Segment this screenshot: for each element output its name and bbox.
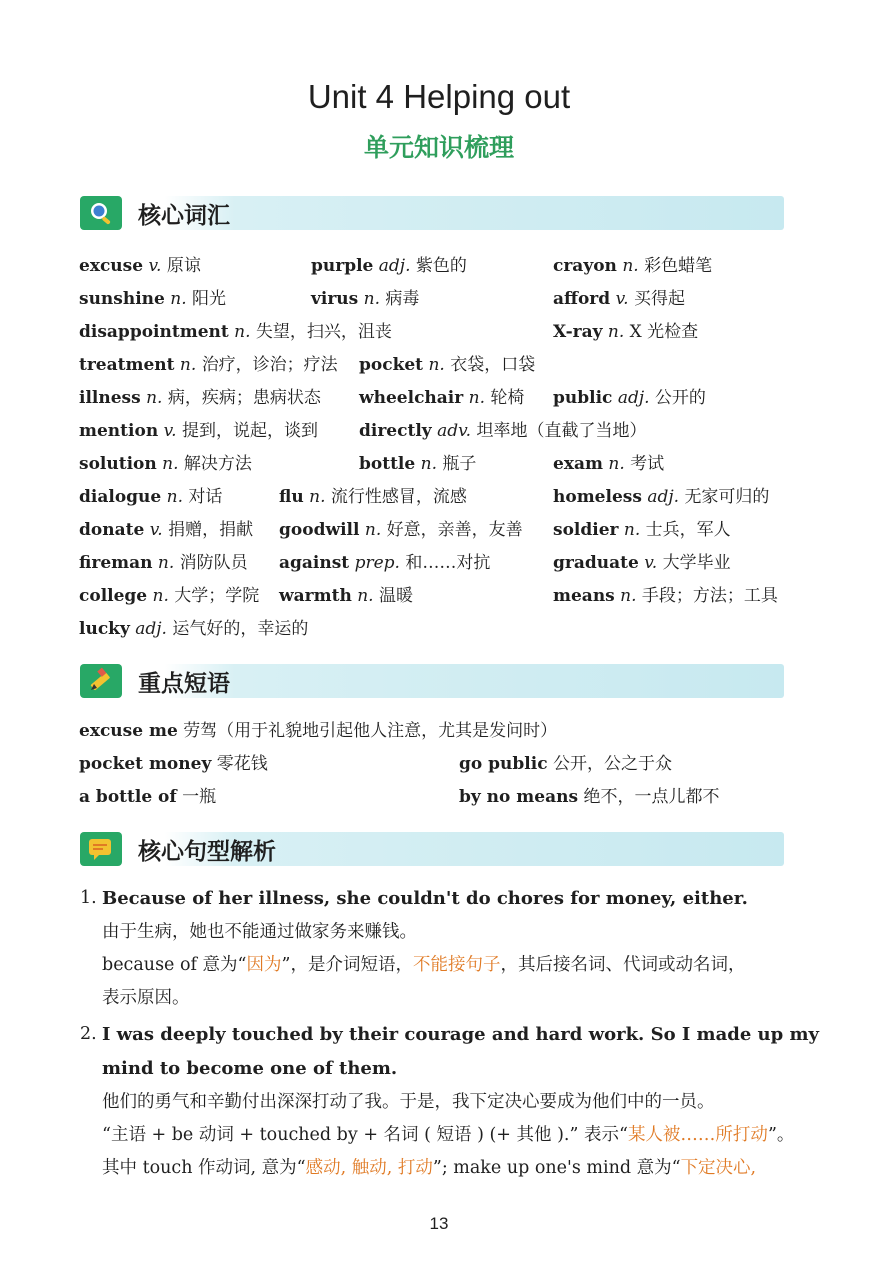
vocab-pos: v. <box>644 553 658 573</box>
vocab-pos: n. <box>309 487 326 507</box>
vocab-word: bottle <box>359 454 416 474</box>
vocab-pos: n. <box>623 520 641 540</box>
vocab-meaning: 原谅 <box>166 256 201 276</box>
vocab-entry <box>553 383 706 408</box>
vocab-row <box>79 548 789 581</box>
sentence-2-en-cont <box>80 1052 786 1086</box>
vocab-entry <box>359 416 647 441</box>
vocab-word: purple <box>311 256 374 276</box>
vocab-meaning: 失望，扫兴，沮丧 <box>255 322 392 342</box>
explain-text: 其中 touch 作动词, 意为“ <box>102 1158 306 1178</box>
vocab-entry <box>553 251 712 276</box>
sentence-number: 1. <box>80 888 97 908</box>
phrase-entry <box>459 782 719 807</box>
vocab-entry <box>79 284 226 309</box>
vocab-entry <box>279 515 523 540</box>
vocab-entry <box>79 416 318 441</box>
vocab-meaning: 流行性感冒，流感 <box>330 487 467 507</box>
vocab-word: flu <box>279 487 304 507</box>
vocab-word: sunshine <box>79 289 165 309</box>
sentences-section-header <box>80 832 784 866</box>
vocab-word: soldier <box>553 520 619 540</box>
vocab-section-header <box>80 196 784 230</box>
vocab-word: wheelchair <box>359 388 464 408</box>
highlight-text: 下定决心, <box>680 1158 757 1178</box>
vocab-word: lucky <box>79 619 130 639</box>
vocab-word: homeless <box>553 487 642 507</box>
vocab-word: public <box>553 388 613 408</box>
vocab-entry <box>553 581 778 606</box>
vocab-meaning: 大学；学院 <box>174 586 260 606</box>
vocab-pos: n. <box>146 388 163 408</box>
vocab-word: means <box>553 586 615 606</box>
vocab-word: disappointment <box>79 322 229 342</box>
vocab-entry <box>359 350 535 375</box>
vocab-entry <box>279 482 467 507</box>
phrase-text: excuse me <box>79 721 178 741</box>
vocab-entry <box>553 482 769 507</box>
vocab-pos: v. <box>615 289 629 309</box>
vocab-word: dialogue <box>79 487 162 507</box>
vocab-meaning: 买得起 <box>633 289 685 309</box>
vocab-word: fireman <box>79 553 153 573</box>
vocab-pos: n. <box>420 454 437 474</box>
vocab-section-title: 核心词汇 <box>138 203 230 229</box>
explain-text: ，其后接名词、代词或动名词， <box>500 955 746 975</box>
highlight-text: 不能接句子 <box>412 955 501 975</box>
vocab-meaning: 坦率地（直截了当地） <box>476 421 647 441</box>
vocab-meaning: 考试 <box>630 454 665 474</box>
vocab-meaning: 病，疾病；患病状态 <box>167 388 321 408</box>
explain-text: ”，是介词短语， <box>281 955 413 975</box>
vocab-pos: n. <box>170 289 187 309</box>
vocab-pos: v. <box>148 256 162 276</box>
vocab-row <box>79 416 789 449</box>
phrase-text: a bottle of <box>79 787 177 807</box>
vocab-pos: n. <box>620 586 637 606</box>
sentence-1-en <box>80 882 786 916</box>
phrase-text: go public <box>459 754 548 774</box>
sentence-2-explanation <box>80 1152 786 1185</box>
sentence-2-en <box>80 1018 819 1052</box>
vocab-entry <box>79 350 338 375</box>
vocab-meaning: 病毒 <box>385 289 420 309</box>
vocab-meaning: 对话 <box>188 487 223 507</box>
sentence-1-translation: 由于生病，她也不能通过做家务来赚钱。 <box>102 922 417 942</box>
vocab-word: virus <box>311 289 359 309</box>
vocab-pos: n. <box>357 586 374 606</box>
sentences-section-title: 核心句型解析 <box>138 839 276 865</box>
vocab-entry <box>79 482 222 507</box>
vocab-entry <box>79 317 392 342</box>
explain-text: “主语 + be 动词 + touched by + 名词 ( 短语 ) (+ 其他 ).” 表示“ <box>102 1125 628 1145</box>
vocab-pos: n. <box>179 355 197 375</box>
vocab-row <box>79 449 789 482</box>
vocab-meaning: 公开的 <box>654 388 706 408</box>
sentence-english: I was deeply touched by their courage and hard work. So I made up my <box>102 1024 819 1045</box>
phrase-entry <box>79 749 268 774</box>
vocab-entry <box>79 383 321 408</box>
vocab-pos: n. <box>157 553 175 573</box>
vocab-entry <box>79 515 253 540</box>
vocab-meaning: 消防队员 <box>179 553 248 573</box>
sentence-1-explanation-cont: 表示原因。 <box>102 988 190 1008</box>
vocab-entry <box>311 251 467 276</box>
vocab-pos: prep. <box>354 553 400 573</box>
phrase-meaning: 劳驾（用于礼貌地引起他人注意，尤其是发问时） <box>183 721 558 741</box>
vocab-row <box>79 581 789 614</box>
vocab-meaning: 无家可归的 <box>684 487 770 507</box>
vocab-pos: adj. <box>617 388 650 408</box>
phrase-text: by no means <box>459 787 579 807</box>
vocab-entry <box>279 548 490 573</box>
vocab-entry <box>359 449 476 474</box>
vocab-word: exam <box>553 454 603 474</box>
vocab-meaning: 瓶子 <box>442 454 477 474</box>
vocab-row <box>79 317 789 350</box>
vocab-meaning: 手段；方法；工具 <box>641 586 778 606</box>
vocab-entry <box>279 581 413 606</box>
vocab-word: afford <box>553 289 611 309</box>
vocab-pos: n. <box>468 388 485 408</box>
vocab-word: pocket <box>359 355 424 375</box>
phrase-entry <box>459 749 672 774</box>
vocab-word: against <box>279 553 350 573</box>
vocab-pos: n. <box>234 322 251 342</box>
vocab-meaning: 捐赠，捐献 <box>168 520 254 540</box>
phrase-meaning: 绝不，一点儿都不 <box>583 787 720 807</box>
vocab-pos: n. <box>166 487 183 507</box>
highlight-text: 感动, 触动, 打动 <box>305 1158 433 1178</box>
phrase-meaning: 零花钱 <box>216 754 268 774</box>
vocab-meaning: 提到，说起，谈到 <box>182 421 318 441</box>
vocab-row <box>79 614 789 647</box>
vocab-pos: adj. <box>378 256 411 276</box>
vocab-pos: adj. <box>135 619 167 639</box>
vocab-meaning: X 光检查 <box>629 322 699 342</box>
vocab-word: directly <box>359 421 432 441</box>
phrase-list <box>79 716 789 815</box>
sentence-number: 2. <box>80 1024 97 1044</box>
vocab-meaning: 大学毕业 <box>662 553 731 573</box>
vocab-word: warmth <box>279 586 352 606</box>
pencil-icon <box>80 664 122 698</box>
vocab-meaning: 轮椅 <box>490 388 525 408</box>
sentence-english: Because of her illness, she couldn't do chores for money, either. <box>102 888 748 909</box>
vocab-entry <box>79 581 259 606</box>
vocab-word: solution <box>79 454 157 474</box>
vocab-word: treatment <box>79 355 175 375</box>
vocab-word: mention <box>79 421 159 441</box>
vocab-word: excuse <box>79 256 144 276</box>
vocab-row <box>79 383 789 416</box>
phrases-section-header <box>80 664 784 698</box>
phrase-meaning: 一瓶 <box>182 787 217 807</box>
magnifier-icon <box>80 196 122 230</box>
highlight-text: 因为 <box>246 955 282 975</box>
vocab-meaning: 治疗，诊治；疗法 <box>201 355 338 375</box>
page-title: Unit 4 Helping out <box>307 78 571 115</box>
sentence-2-formula <box>80 1119 795 1152</box>
vocab-meaning: 阳光 <box>192 289 227 309</box>
vocab-pos: n. <box>607 322 625 342</box>
phrase-row <box>79 749 789 782</box>
phrases-section-title: 重点短语 <box>138 671 230 697</box>
vocab-pos: n. <box>364 520 382 540</box>
vocab-meaning: 衣袋，口袋 <box>450 355 536 375</box>
phrase-entry <box>79 782 216 807</box>
explain-text: ”; make up one's mind 意为“ <box>432 1158 681 1178</box>
vocab-pos: n. <box>608 454 625 474</box>
vocab-meaning: 好意，亲善，友善 <box>386 520 523 540</box>
vocab-meaning: 紫色的 <box>415 256 467 276</box>
explain-text: ”。 <box>767 1125 795 1145</box>
vocab-word: donate <box>79 520 145 540</box>
vocab-entry <box>79 614 308 639</box>
vocab-entry <box>553 284 685 309</box>
vocab-word: graduate <box>553 553 639 573</box>
vocab-pos: n. <box>428 355 445 375</box>
vocab-row <box>79 350 789 383</box>
vocab-meaning: 和……对抗 <box>405 553 491 573</box>
highlight-text: 某人被……所打动 <box>627 1125 768 1145</box>
vocab-pos: n. <box>152 586 169 606</box>
sentence-english: mind to become one of them. <box>102 1058 398 1079</box>
vocab-entry <box>553 515 731 540</box>
phrase-entry <box>79 716 557 741</box>
vocab-word: college <box>79 586 148 606</box>
sentence-analysis <box>80 882 819 1185</box>
vocab-pos: n. <box>622 256 639 276</box>
vocab-entry <box>79 548 248 573</box>
phrase-text: pocket money <box>79 754 212 774</box>
vocab-word: illness <box>79 388 141 408</box>
sentence-1-explanation <box>80 949 786 982</box>
chat-bubble-icon <box>80 832 122 866</box>
explain-text: because of 意为“ <box>102 955 247 975</box>
vocab-meaning: 彩色蜡笔 <box>644 256 713 276</box>
phrase-row <box>79 782 789 815</box>
page-subtitle: 单元知识梳理 <box>363 133 514 162</box>
vocab-meaning: 运气好的，幸运的 <box>172 619 309 639</box>
vocab-row <box>79 251 789 284</box>
vocab-pos: adj. <box>647 487 680 507</box>
vocab-entry <box>359 383 524 408</box>
phrase-meaning: 公开，公之于众 <box>552 754 672 774</box>
vocab-entry <box>79 449 252 474</box>
page-number: 13 <box>429 1214 449 1233</box>
vocab-word: goodwill <box>279 520 360 540</box>
phrase-row <box>79 716 789 749</box>
vocab-entry <box>553 548 731 573</box>
vocab-list <box>79 251 789 647</box>
vocab-entry <box>553 449 664 474</box>
vocab-meaning: 温暖 <box>378 586 413 606</box>
vocab-meaning: 解决方法 <box>183 454 252 474</box>
vocab-entry <box>311 284 419 309</box>
vocab-row <box>79 515 789 548</box>
vocab-entry <box>553 317 698 342</box>
vocab-pos: v. <box>149 520 163 540</box>
vocab-row <box>79 482 789 515</box>
vocab-entry <box>79 251 201 276</box>
sentence-2-translation: 他们的勇气和辛勤付出深深打动了我。于是，我下定决心要成为他们中的一员。 <box>102 1092 715 1112</box>
vocab-row <box>79 284 789 317</box>
vocab-word: X-ray <box>553 322 603 342</box>
vocab-meaning: 士兵，军人 <box>645 520 731 540</box>
vocab-pos: n. <box>363 289 380 309</box>
vocab-word: crayon <box>553 256 617 276</box>
vocab-pos: n. <box>162 454 179 474</box>
vocab-pos: adv. <box>437 421 472 441</box>
vocab-pos: v. <box>163 421 177 441</box>
